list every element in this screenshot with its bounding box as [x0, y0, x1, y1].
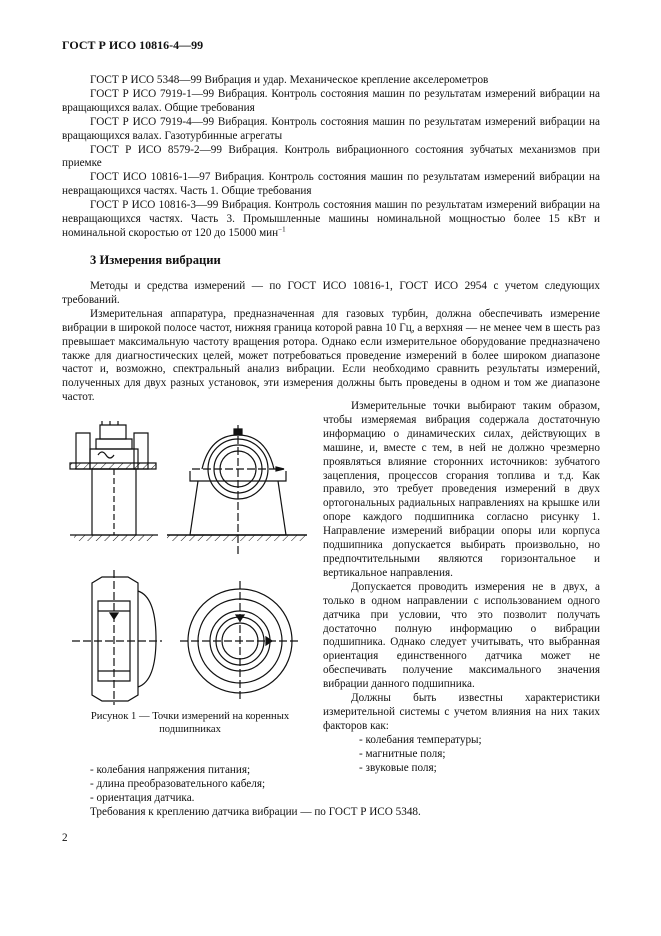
list-item: - длина преобразовательного кабеля;	[90, 777, 266, 790]
side-view-drawing	[70, 421, 158, 541]
reference-text: ГОСТ Р ИСО 10816-3—99 Вибрация. Контроль состояния машин по результатам измерений вибрации на невращающихся частях. Часть 3. Промышленные машины номинальной мощностью более 15 кВт и номинальной скоростью от 120 до 15000 мин	[62, 199, 600, 239]
reference-item	[62, 199, 600, 241]
right-paragraph: Должны быть известны характеристики измерительной системы с учетом влияния на них таких факторов как:	[323, 692, 600, 732]
front-view-drawing	[167, 425, 307, 555]
factors-list-continued	[62, 761, 600, 806]
list-item: - магнитные поля;	[359, 747, 446, 760]
body-paragraph: Требования к креплению датчика вибрации — по ГОСТ Р ИСО 5348.	[90, 805, 421, 818]
figure-bearing-measurement-points	[62, 405, 317, 705]
reference-item: ГОСТ ИСО 10816-1—97 Вибрация. Контроль состояния машин по результатам измерений вибрации на невращающихся частях. Часть 1. Общие требования	[62, 171, 600, 198]
figure-caption: Рисунок 1 — Точки измерений на коренных подшипниках	[90, 711, 290, 735]
reference-item: ГОСТ Р ИСО 5348—99 Вибрация и удар. Механическое крепление акселерометров	[90, 74, 489, 86]
section-title: 3 Измерения вибрации	[90, 253, 221, 267]
document-header: ГОСТ Р ИСО 10816-4—99	[62, 38, 204, 52]
body-paragraph: Методы и средства измерений — по ГОСТ ИСО 10816-1, ГОСТ ИСО 2954 с учетом следующих требований.	[62, 280, 600, 306]
end-view-drawing	[180, 581, 300, 701]
right-paragraph: Измерительные точки выбирают таким образом, чтобы измеряемая вибрация содержала достаточную информацию о динамических силах, действующих в машине, и, вместе с тем, в ней не должно чрезмерно проявляться влияние сторонних источников: зубчатого зацепления, процессов сгорания топлива и т.д. Как правило, это требует проведения измерений в двух ортогональных радиальных направлениях на крышке или опоре каждого подшипника согласно рисунку 1. Направление измерений вибрации опоры или корпуса подшипника допускается выбирать произвольно, но предпочтительными являются горизонтальное и вертикальное направления.	[323, 400, 600, 579]
references-list	[62, 74, 600, 241]
reference-item: ГОСТ Р ИСО 8579-2—99 Вибрация. Контроль вибрационного состояния зубчатых механизмов при приемке	[62, 143, 600, 170]
right-column-text	[323, 400, 600, 775]
side-section-drawing	[72, 570, 162, 705]
page-number: 2	[62, 832, 68, 844]
right-paragraph: Допускается проводить измерения не в двух, а только в одном направлении с использованием одного датчика при условии, что это позволит получать достаточно полную информацию о вибрации подшипника. Однако следует учитывать, что выбранная ориентация единственного датчика может не обеспечивать получение максимального значения вибрации данного подшипника.	[323, 580, 600, 691]
bottom-text	[62, 761, 600, 820]
body-paragraph: Измерительная аппаратура, предназначенная для газовых турбин, должна обеспечивать измерение вибрации в широкой полосе частот, нижняя граница которой равна 10 Гц, а верхняя — не менее чем в шесть раз превышает максимальную частоту вращения ротора. Однако если измерительное оборудование предназначено также для диагностических целей, может потребоваться проведение измерений в более широком диапазоне частот и, возможно, спектральный анализ вибрации. Если необходимо сравнить результаты измерений, полученных для двух разных установок, эти измерения должны быть проведены в одном и том же диапазоне частот.	[62, 307, 600, 404]
list-item: - звуковые поля;	[359, 761, 437, 774]
list-item: - колебания температуры;	[359, 733, 482, 746]
reference-item: ГОСТ Р ИСО 7919-4—99 Вибрация. Контроль состояния машин по результатам измерений вибрации на вращающихся валах. Газотурбинные агрегаты	[62, 115, 600, 142]
reference-superscript: −1	[278, 225, 286, 234]
list-item: - ориентация датчика.	[90, 791, 195, 804]
reference-item: ГОСТ Р ИСО 7919-1—99 Вибрация. Контроль состояния машин по результатам измерений вибрации на вращающихся валах. Общие требования	[62, 87, 600, 114]
bearing-drawing	[62, 405, 317, 705]
list-item: - колебания напряжения питания;	[90, 764, 251, 776]
section-body	[62, 280, 600, 405]
